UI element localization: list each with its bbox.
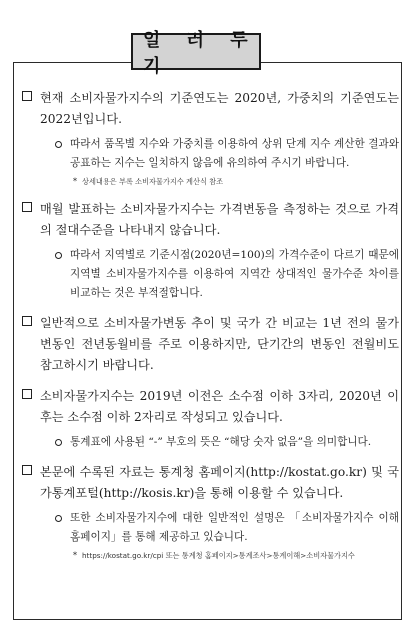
square-bullet-icon xyxy=(22,202,32,212)
asterisk-icon: * xyxy=(73,177,77,186)
list-item xyxy=(22,462,399,563)
circle-bullet-icon xyxy=(55,141,62,148)
sub-item-text: 따라서 지역별로 기준시점(2020년=100)의 가격수준이 다르기 때문에 지역별 소비자물가지수를 이용하여 지역간 상대적인 물가수준 차이를 비교하는 것은 부적절합니다. xyxy=(70,249,399,299)
title-box xyxy=(131,29,261,77)
square-bullet-icon xyxy=(22,316,32,326)
sub-item xyxy=(40,509,399,547)
list-item xyxy=(22,386,399,452)
list-item xyxy=(22,313,399,376)
footnote-text: https://kostat.go.kr/cpi 또는 통계청 홈페이지>통계조사>통계이해>소비자물가지수 xyxy=(82,551,355,560)
sub-item xyxy=(40,246,399,303)
sub-item-text: 또한 소비자물가지수에 대한 일반적인 설명은 「소비자물가지수 이해 홈페이지」를 통해 제공하고 있습니다. xyxy=(70,512,399,543)
item-text: 현재 소비자물가지수의 기준연도는 2020년, 가중치의 기준연도는 2022년입니다. xyxy=(40,91,399,126)
sub-item-text: 따라서 품목별 지수와 가중치를 이용하여 상위 단계 지수 계산한 결과와 공표하는 지수는 일치하지 않음에 유의하여 주시기 바랍니다. xyxy=(70,138,399,169)
item-text: 소비자물가지수는 2019년 이전은 소수점 이하 3자리, 2020년 이후는 소수점 이하 2자리로 작성되고 있습니다. xyxy=(40,389,399,424)
footnote xyxy=(40,549,399,563)
list-item xyxy=(22,199,399,303)
content xyxy=(22,88,399,573)
circle-bullet-icon xyxy=(55,252,62,259)
sub-item-text: 통계표에 사용된 “-” 부호의 뜻은 “해당 숫자 없음”을 의미합니다. xyxy=(70,436,372,448)
list-item xyxy=(22,88,399,189)
footnote-text: 상세내용은 부록 소비자물가지수 계산식 참조 xyxy=(82,177,224,186)
item-text: 일반적으로 소비자물가변동 추이 및 국가 간 비교는 1년 전의 물가 변동인 전년동월비를 주로 이용하지만, 단기간의 변동인 전월비도 참고하시기 바랍니다. xyxy=(40,316,399,372)
item-text: 매월 발표하는 소비자물가지수는 가격변동을 측정하는 것으로 가격의 절대수준을 나타내지 않습니다. xyxy=(40,202,399,237)
sub-item xyxy=(40,135,399,173)
circle-bullet-icon xyxy=(55,439,62,446)
footnote xyxy=(40,175,399,189)
page-title: 일 러 두 기 xyxy=(143,29,258,77)
square-bullet-icon xyxy=(22,389,32,399)
square-bullet-icon xyxy=(22,465,32,475)
item-text: 본문에 수록된 자료는 통계청 홈페이지(http://kostat.go.kr) 및 국가통계포털(http://kosis.kr)을 통해 이용할 수 있습니다. xyxy=(40,465,399,500)
square-bullet-icon xyxy=(22,91,32,101)
sub-item xyxy=(40,433,399,452)
asterisk-icon: * xyxy=(73,551,77,560)
circle-bullet-icon xyxy=(55,515,62,522)
